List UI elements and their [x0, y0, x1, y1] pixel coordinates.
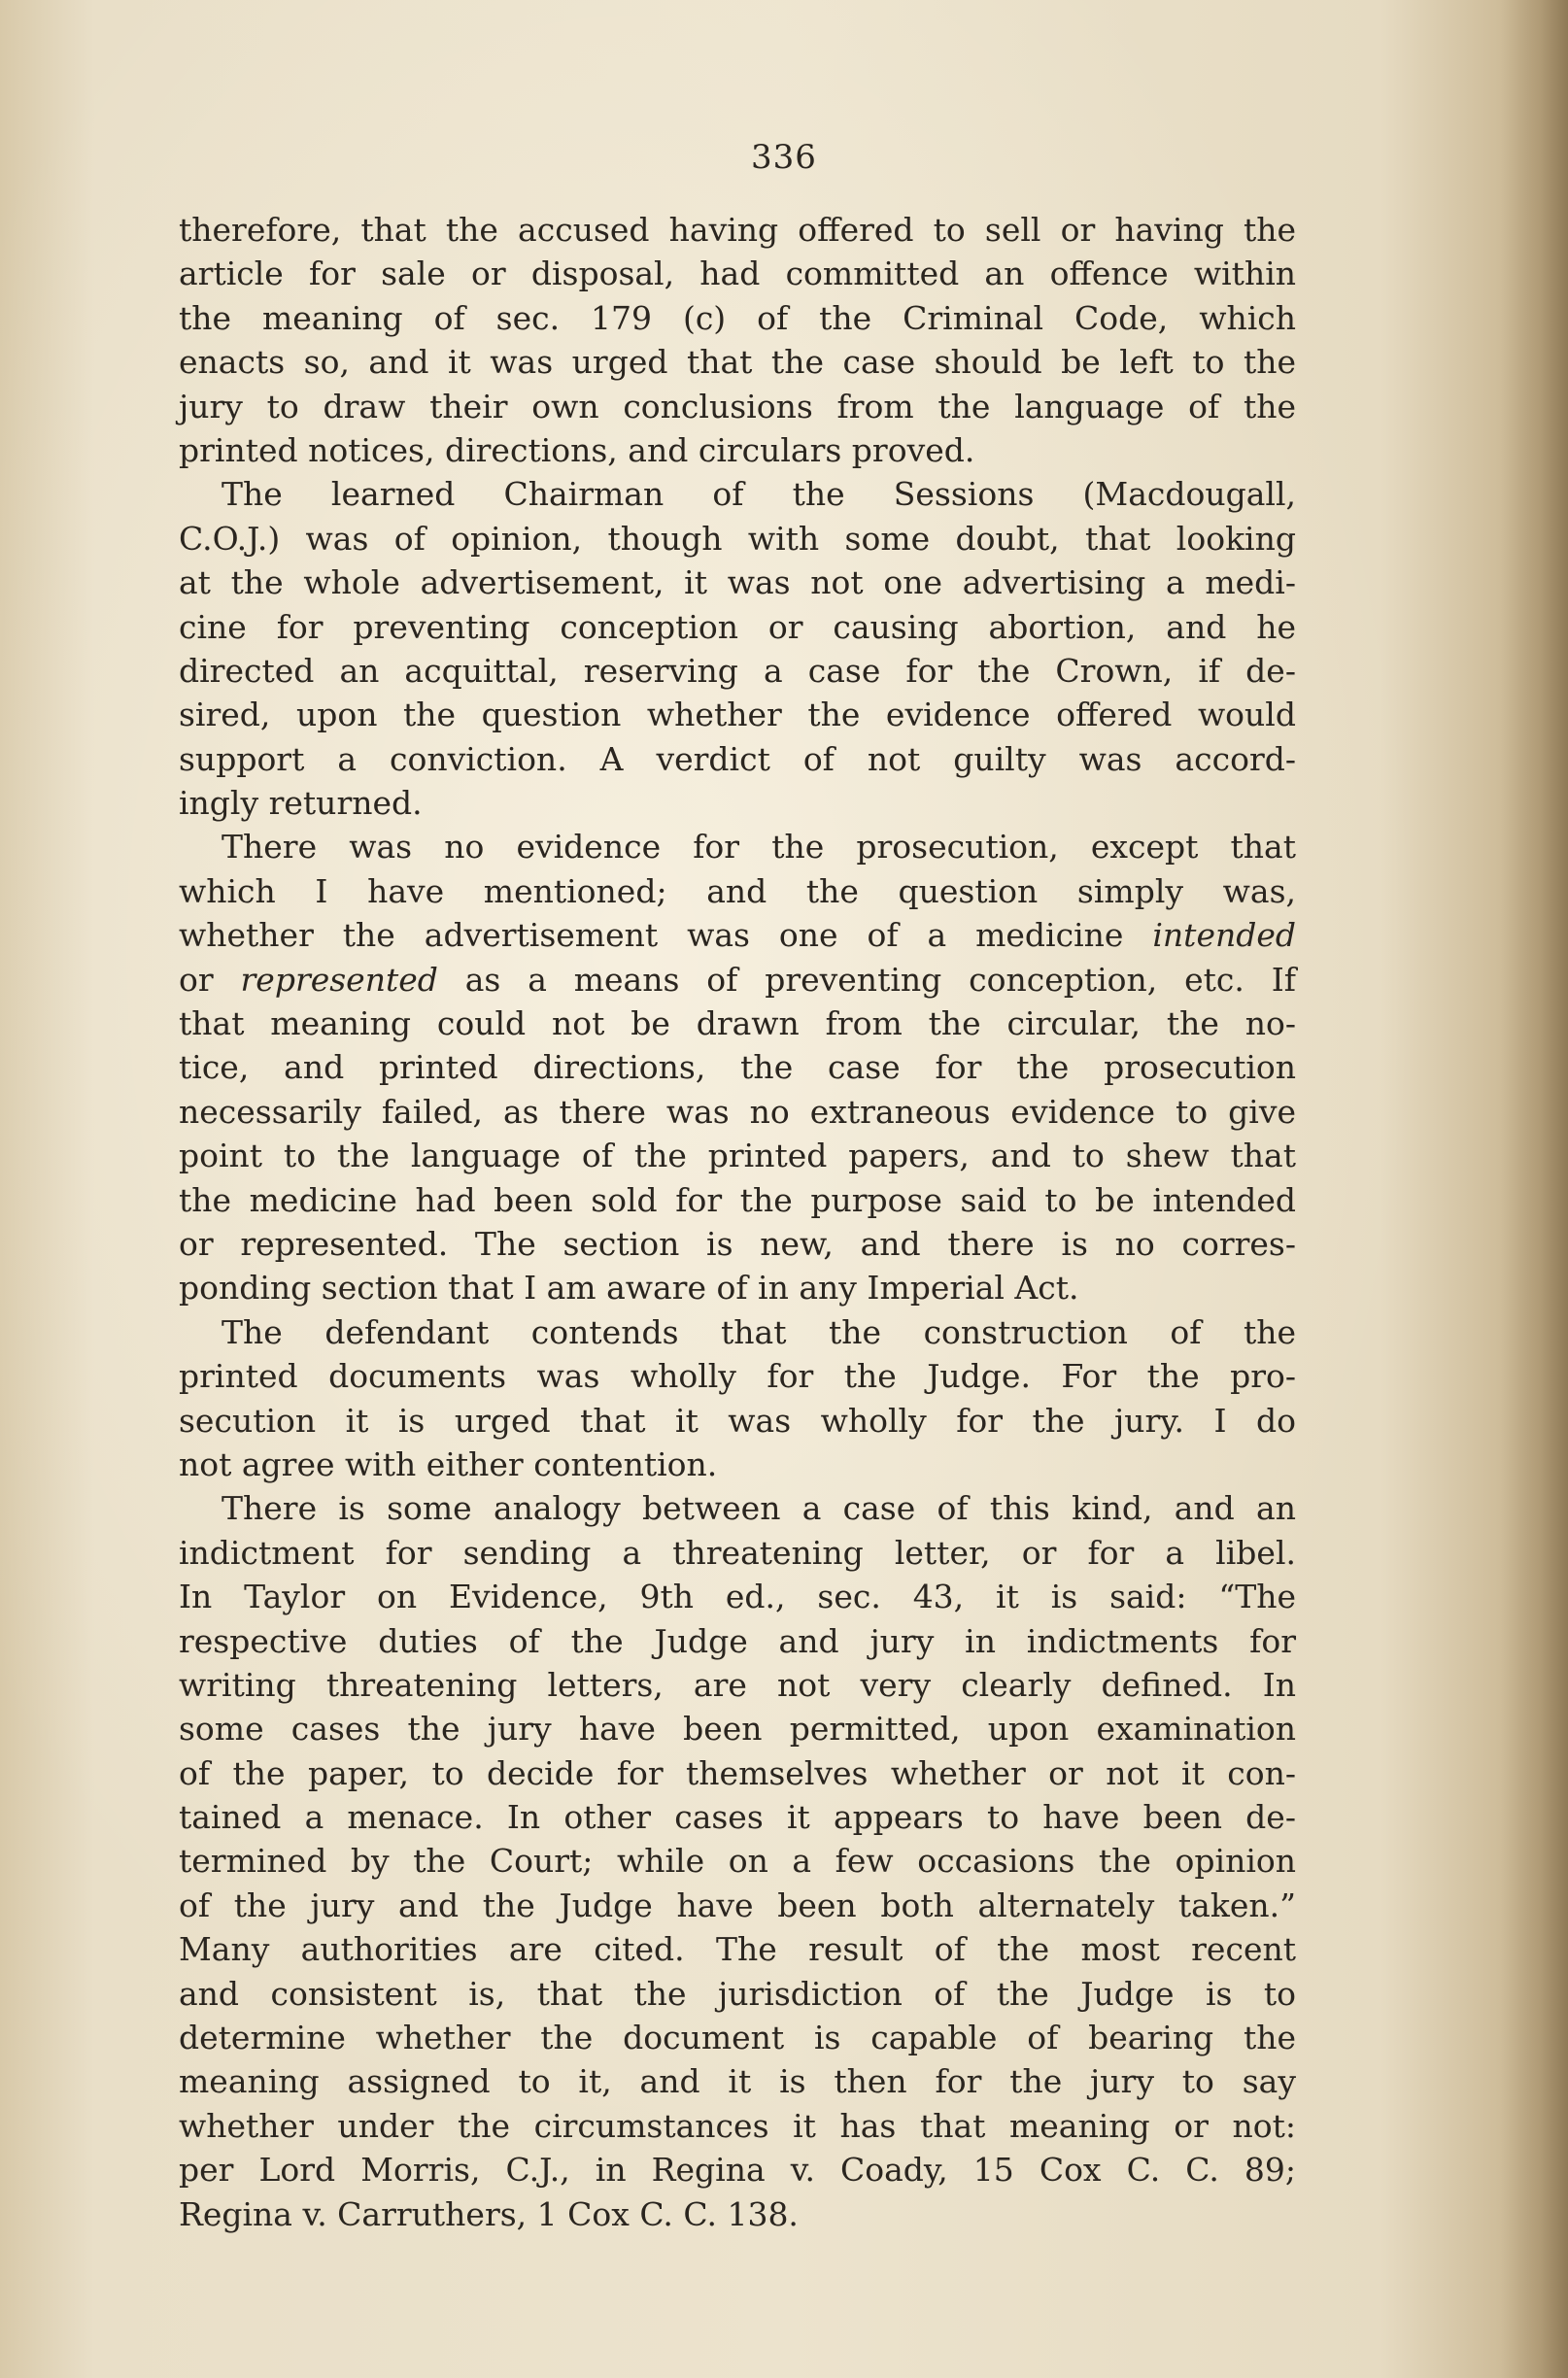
- text-line: enacts so, and it was urged that the case should be left to the: [179, 343, 1296, 382]
- text-line: the medicine had been sold for the purpose said to be intended: [179, 1180, 1296, 1219]
- text-line: indictment for sending a threatening letter, or for a libel.: [179, 1533, 1296, 1572]
- text-line: point to the language of the printed papers, and to shew that: [179, 1137, 1296, 1175]
- text-line: the meaning of sec. 179 (c) of the Criminal Code, which: [179, 298, 1296, 337]
- text-line: support a conviction. A verdict of not guilty was accord-: [179, 739, 1296, 778]
- text-line: or represented. The section is new, and there is no corres-: [179, 1224, 1296, 1263]
- text-line: The defendant contends that the construction of the: [222, 1312, 1296, 1351]
- text-line: directed an acquittal, reserving a case for the Crown, if de-: [179, 651, 1296, 690]
- text-line: therefore, that the accused having offered to sell or having the: [179, 211, 1296, 249]
- text-line: writing threatening letters, are not very clearly defined. In: [179, 1665, 1296, 1704]
- text-line: tice, and printed directions, the case for the prosecution: [179, 1048, 1296, 1087]
- text-line: Many authorities are cited. The result of the most recent: [179, 1930, 1296, 1969]
- italic-word: represented: [240, 960, 438, 999]
- text-line: not agree with either contention.: [179, 1444, 718, 1483]
- text-line: which I have mentioned; and the question simply was,: [179, 871, 1296, 910]
- text-line: In Taylor on Evidence, 9th ed., sec. 43, it is said: “The: [179, 1578, 1296, 1616]
- text-line: determine whether the document is capable of bearing the: [179, 2019, 1296, 2057]
- text-line: printed notices, directions, and circulars proved.: [179, 430, 975, 469]
- text-line: respective duties of the Judge and jury in indictments for: [179, 1621, 1296, 1660]
- text-line: article for sale or disposal, had committed an offence within: [179, 255, 1296, 293]
- text-line: of the paper, to decide for themselves whether or not it con-: [179, 1753, 1296, 1792]
- text-line: that meaning could not be drawn from the circular, the no-: [179, 1004, 1296, 1043]
- text-line: jury to draw their own conclusions from the language of the: [179, 387, 1296, 425]
- text-segment: as a means of preventing conception, etc. If: [464, 960, 1296, 999]
- text-line: ingly returned.: [179, 784, 423, 823]
- paragraph-4: [179, 1310, 1296, 1487]
- text-line: termined by the Court; while on a few occasions the opinion: [179, 1842, 1296, 1881]
- text-line: cine for preventing conception or causing abortion, and he: [179, 607, 1296, 646]
- paragraph-3: [179, 825, 1296, 1309]
- text-line: secution it is urged that it was wholly for the jury. I do: [179, 1401, 1296, 1440]
- text-line: whether under the circumstances it has that meaning or not:: [179, 2106, 1296, 2145]
- page-number: 336: [751, 138, 817, 177]
- paragraph-5: [179, 1486, 1296, 2236]
- text-line: ponding section that I am aware of in any Imperial Act.: [179, 1269, 1079, 1308]
- paragraph-2: [179, 472, 1296, 825]
- text-line: There was no evidence for the prosecution, except that: [222, 828, 1296, 866]
- text-line: [179, 913, 1296, 957]
- body-text: [179, 208, 1296, 2236]
- italic-word: intended: [1152, 916, 1297, 955]
- text-line: [179, 958, 1296, 1002]
- text-line: at the whole advertisement, it was not one advertising a medi-: [179, 563, 1296, 602]
- text-line: some cases the jury have been permitted, upon examination: [179, 1710, 1296, 1749]
- text-line: Regina v. Carruthers, 1 Cox C. C. 138.: [179, 2194, 799, 2233]
- text-segment: or: [179, 960, 214, 999]
- text-line: C.O.J.) was of opinion, though with some doubt, that looking: [179, 519, 1296, 558]
- text-line: There is some analogy between a case of this kind, and an: [222, 1489, 1296, 1528]
- page-edge-shadow: [1500, 0, 1568, 2378]
- text-line: tained a menace. In other cases it appears to have been de-: [179, 1798, 1296, 1837]
- text-segment: whether the advertisement was one of a medicine: [179, 916, 1124, 955]
- text-line: The learned Chairman of the Sessions (Macdougall,: [222, 475, 1296, 514]
- text-line: per Lord Morris, C.J., in Regina v. Coady, 15 Cox C. C. 89;: [179, 2151, 1296, 2190]
- text-line: printed documents was wholly for the Judge. For the pro-: [179, 1357, 1296, 1396]
- paragraph-1: [179, 208, 1296, 472]
- text-line: of the jury and the Judge have been both alternately taken.”: [179, 1885, 1296, 1924]
- text-line: sired, upon the question whether the evidence offered would: [179, 696, 1296, 734]
- text-line: meaning assigned to it, and it is then for the jury to say: [179, 2062, 1296, 2101]
- text-line: and consistent is, that the jurisdiction of the Judge is to: [179, 1974, 1296, 2013]
- text-line: necessarily failed, as there was no extraneous evidence to give: [179, 1092, 1296, 1131]
